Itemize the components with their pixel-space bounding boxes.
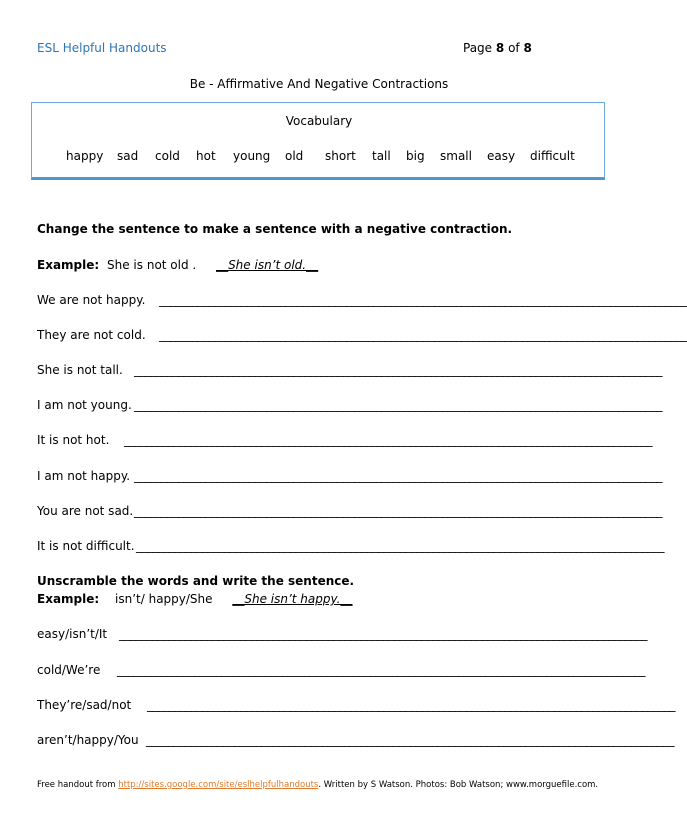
footer-prefix: Free handout from (37, 780, 116, 790)
page-indicator (463, 41, 532, 55)
vocab-word: tall (372, 149, 391, 163)
exercise-prompt: easy/isn’t/It (37, 627, 108, 641)
page-number: 8 (495, 41, 505, 55)
answer-line[interactable]: ________________________________________________________________________________________________ (136, 539, 664, 553)
exercise-prompt: I am not young. (37, 398, 132, 412)
vocab-word: difficult (530, 149, 575, 163)
vocab-word: sad (117, 149, 139, 163)
exercise-prompt: cold/We’re (37, 663, 101, 677)
vocab-word: cold (155, 149, 180, 163)
answer-line[interactable]: ________________________________________________________________________________________________ (134, 469, 662, 483)
vocab-word: small (440, 149, 472, 163)
vocab-word: happy (66, 149, 104, 163)
example-answer: __She isn’t old.__ (216, 258, 319, 272)
example-answer: __She isn’t happy.__ (232, 592, 353, 606)
example-label: Example: (37, 592, 100, 606)
answer-line[interactable]: ________________________________________________________________________________________________ (147, 698, 675, 712)
example-label: Example: (37, 258, 100, 272)
answer-line[interactable]: ________________________________________________________________________________________________ (124, 433, 652, 447)
vocab-word: short (325, 149, 356, 163)
footer (37, 780, 598, 790)
exercise-prompt: aren’t/happy/You (37, 733, 139, 747)
vocab-word: big (406, 149, 425, 163)
exercise-prompt: I am not happy. (37, 469, 131, 483)
footer-link[interactable]: http://sites.google.com/site/eslhelpfulhandouts (118, 780, 319, 790)
page-label: Page (463, 41, 493, 55)
answer-line[interactable]: ________________________________________________________________________________________________ (134, 504, 662, 518)
section2-example (37, 592, 352, 606)
example-prompt: She is not old . (107, 258, 197, 272)
answer-line[interactable]: ________________________________________________________________________________________________ (159, 328, 687, 342)
section1-example (37, 258, 318, 272)
vocabulary-title: Vocabulary (285, 114, 353, 128)
vocab-word: young (233, 149, 271, 163)
vocab-word: old (285, 149, 304, 163)
exercise-prompt: We are not happy. (37, 293, 146, 307)
answer-line[interactable]: ________________________________________________________________________________________________ (117, 663, 645, 677)
example-prompt: isn’t/ happy/She (115, 592, 213, 606)
page-title: Be - Affirmative And Negative Contractions (189, 77, 449, 91)
exercise-prompt: You are not sad. (37, 504, 134, 518)
footer-suffix: . Written by S Watson. Photos: Bob Watson; www.morguefile.com. (318, 780, 599, 790)
vocab-word: hot (196, 149, 216, 163)
exercise-prompt: They are not cold. (37, 328, 146, 342)
exercise-prompt: They’re/sad/not (37, 698, 132, 712)
answer-line[interactable]: ________________________________________________________________________________________________ (146, 733, 674, 747)
answer-line[interactable]: ________________________________________________________________________________________________ (134, 398, 662, 412)
answer-line[interactable]: ________________________________________________________________________________________________ (159, 293, 687, 307)
exercise-prompt: It is not hot. (37, 433, 110, 447)
answer-line[interactable]: ________________________________________________________________________________________________ (119, 627, 647, 641)
section2-instruction: Unscramble the words and write the sentence. (37, 574, 355, 588)
of-label: of (508, 41, 520, 55)
header-site-title: ESL Helpful Handouts (37, 41, 167, 55)
exercise-prompt: She is not tall. (37, 363, 123, 377)
vocab-word: easy (487, 149, 516, 163)
answer-line[interactable]: ________________________________________________________________________________________________ (134, 363, 662, 377)
page-total: 8 (523, 41, 532, 55)
section1-instruction: Change the sentence to make a sentence with a negative contraction. (37, 222, 513, 236)
exercise-prompt: It is not difficult. (37, 539, 135, 553)
